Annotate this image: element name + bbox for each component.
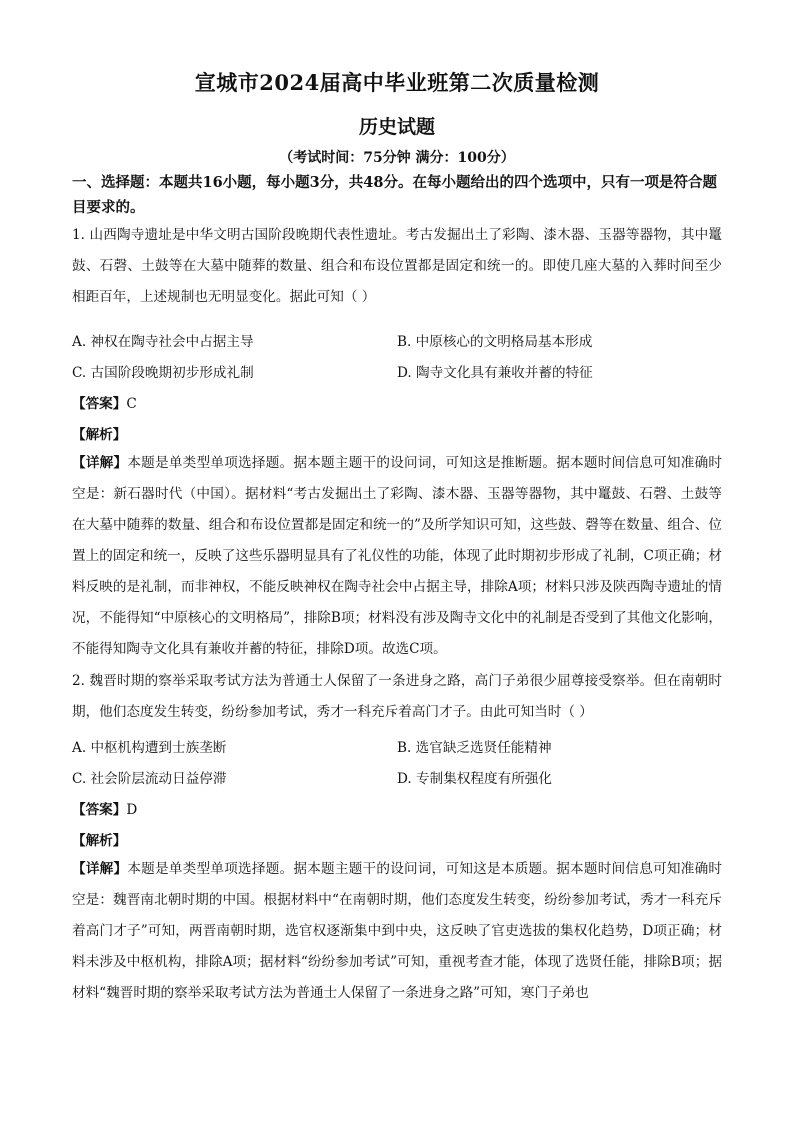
exam-title: 宣城市2024届高中毕业班第二次质量检测 xyxy=(194,70,600,95)
question-1-option-c: C. 古国阶段晚期初步形成礼制 xyxy=(72,365,254,381)
answer-label: 【答案】 xyxy=(72,802,127,818)
detail-text: 本题是单类型单项选择题。据本题主题干的设问词，可知这是本质题。据本题时间信息可知准确时空是：魏晋南北朝时期的中国。根据材料中“在南朝时期，他们态度发生转变，纷纷参加考试，秀才一科充斥着高门才子”可知，两晋南朝时期，选官权逐渐集中到中央，这反映了官吏选拔的集权化趋势，D项正确；材料未涉及中枢机构，排除A项；据材料“纷纷参加考试”可知，重视考查才能，体现了选贤任能，排除B项；据材料“魏晋时期的察举采取考试方法为普通士人保留了一条进身之路”可知，寒门子弟也 xyxy=(72,861,723,1001)
question-1-answer xyxy=(72,392,137,412)
question-2-detail xyxy=(72,854,722,1009)
question-1-option-a: A. 神权在陶寺社会中占据主导 xyxy=(72,334,254,350)
detail-text: 本题是单类型单项选择题。据本题主题干的设问词，可知这是推断题。据本题时间信息可知准确时空是：新石器时代（中国）。据材料“考古发掘出土了彩陶、漆木器、玉器等器物，其中鼍鼓、石磬、土鼓等在大墓中随葬的数量、组合和布设位置都是固定和统一的”及所学知识可知，这些鼓、磬等在数量、组合、位置上的固定和统一，反映了这些乐器明显具有了礼仪性的功能，体现了此时期初步形成了礼制，C项正确；材料反映的是礼制，而非神权，不能反映神权在陶寺社会中占据主导，排除A项；材料只涉及陕西陶寺遗址的情况，不能得知“中原核心的文明格局”，排除B项；材料没有涉及陶寺文化中的礼制是否受到了其他文化影响，不能得知陶寺文化具有兼收并蓄的特征，排除D项。故选C项。 xyxy=(72,455,723,657)
question-1-detail xyxy=(72,448,722,665)
question-1-option-b: B. 中原核心的文明格局基本形成 xyxy=(397,334,593,350)
question-1-analysis-label: 【解析】 xyxy=(72,427,127,443)
subject-title: 历史试题 xyxy=(358,116,435,138)
answer-label: 【答案】 xyxy=(72,396,127,412)
question-1-stem: 1. 山西陶寺遗址是中华文明古国阶段晚期代表性遗址。考古发掘出土了彩陶、漆木器、玉器等器物，其中鼍鼓、石磬、土鼓等在大墓中随葬的数量、组合和布设位置都是固定和统一的。即使几座大墓的入葬时间至少相距百年，上述规制也无明显变化。据此可知（ ） xyxy=(72,227,722,305)
answer-value: D xyxy=(126,802,138,818)
detail-label: 【详解】 xyxy=(72,455,128,471)
question-2-analysis-label: 【解析】 xyxy=(72,833,127,849)
section-heading: 一、选择题：本题共16小题，每小题3分，共48分。在每小题给出的四个选项中，只有一项是符合题目要求的。 xyxy=(72,174,717,216)
question-2-option-b: B. 选官缺乏选贤任能精神 xyxy=(397,740,552,756)
question-2-stem: 2. 魏晋时期的察举采取考试方法为普通士人保留了一条进身之路，高门子弟很少屈尊接受察举。但在南朝时期，他们态度发生转变，纷纷参加考试，秀才一科充斥着高门才子。由此可知当时（ ） xyxy=(72,673,722,720)
answer-value: C xyxy=(126,396,137,412)
question-2-option-a: A. 中枢机构遭到士族垄断 xyxy=(72,740,227,756)
detail-label: 【详解】 xyxy=(72,861,128,877)
question-2-option-c: C. 社会阶层流动日益停滞 xyxy=(72,771,227,787)
question-1-option-d: D. 陶寺文化具有兼收并蓄的特征 xyxy=(397,365,593,381)
exam-info: （考试时间：75分钟 满分：100分） xyxy=(279,150,515,166)
question-2-option-d: D. 专制集权程度有所强化 xyxy=(397,771,552,787)
question-2-answer xyxy=(72,798,137,818)
